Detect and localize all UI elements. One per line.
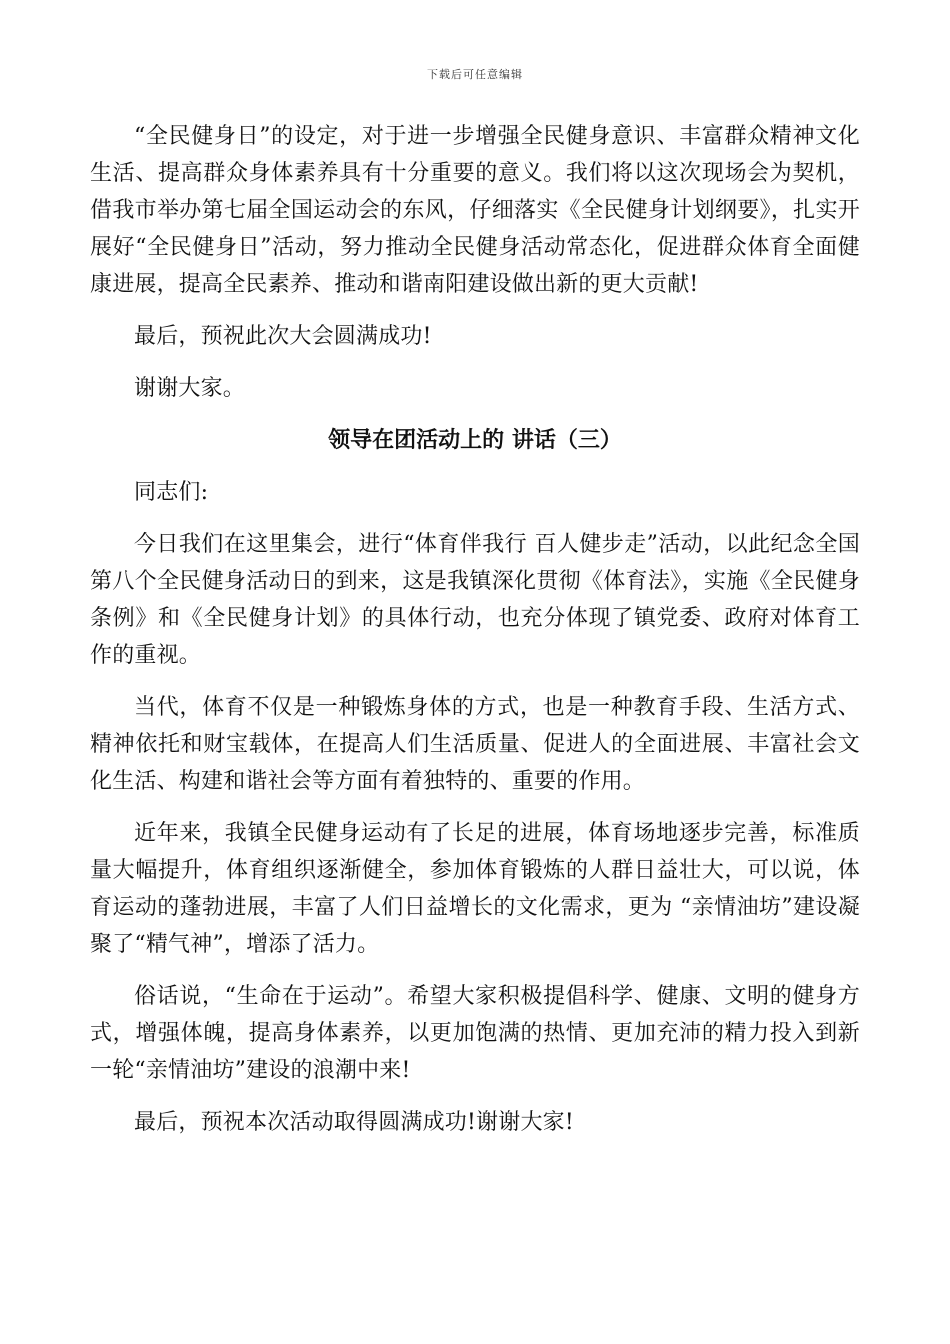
paragraph: 俗话说，“生命在于运动”。希望大家积极提倡科学、健康、文明的健身方式，增强体魄，提高身体素养，以更加饱满的热情、更加充沛的精力投入到新一轮“亲情油坊”建设的浪潮中来! bbox=[90, 984, 860, 1083]
header-note: 下载后可任意编辑 bbox=[427, 68, 523, 81]
paragraph: “全民健身日”的设定，对于进一步增强全民健身意识、丰富群众精神文化生活、提高群众身体素养具有十分重要的意义。我们将以这次现场会为契机，借我市举办第七届全国运动会的东风，仔细落实《全民健身计划纲要》，扎实开展好“全民健身日”活动，努力推动全民健身活动常态化，促进群众体育全面健康进展，提高全民素养、推动和谐南阳建设做出新的更大贡献! bbox=[90, 124, 860, 297]
section-title: 领导在团活动上的 讲话（三） bbox=[328, 428, 622, 453]
paragraph: 谢谢大家。 bbox=[134, 376, 246, 401]
document-body bbox=[90, 118, 860, 1156]
salutation: 同志们: bbox=[134, 480, 209, 505]
paragraph: 最后，预祝此次大会圆满成功! bbox=[134, 324, 432, 349]
paragraph: 今日我们在这里集会，进行“体育伴我行 百人健步走”活动，以此纪念全国第八个全民健身活动日的到来，这是我镇深化贯彻《体育法》，实施《全民健身条例》和《全民健身计划》的具体行动，也充分体现了镇党委、政府对体育工作的重视。 bbox=[90, 532, 860, 668]
paragraph: 当代，体育不仅是一种锻炼身体的方式，也是一种教育手段、生活方式、精神依托和财宝载体，在提高人们生活质量、促进人的全面进展、丰富社会文化生活、构建和谐社会等方面有着独特的、重要的作用。 bbox=[90, 695, 860, 794]
paragraph: 近年来，我镇全民健身运动有了长足的进展，体育场地逐步完善，标准质量大幅提升，体育组织逐渐健全，参加体育锻炼的人群日益壮大，可以说，体育运动的蓬勃进展，丰富了人们日益增长的文化需求，更为 “亲情油坊”建设凝聚了“精气神”，增添了活力。 bbox=[90, 821, 860, 957]
closing-paragraph: 最后，预祝本次活动取得圆满成功!谢谢大家! bbox=[134, 1110, 574, 1135]
